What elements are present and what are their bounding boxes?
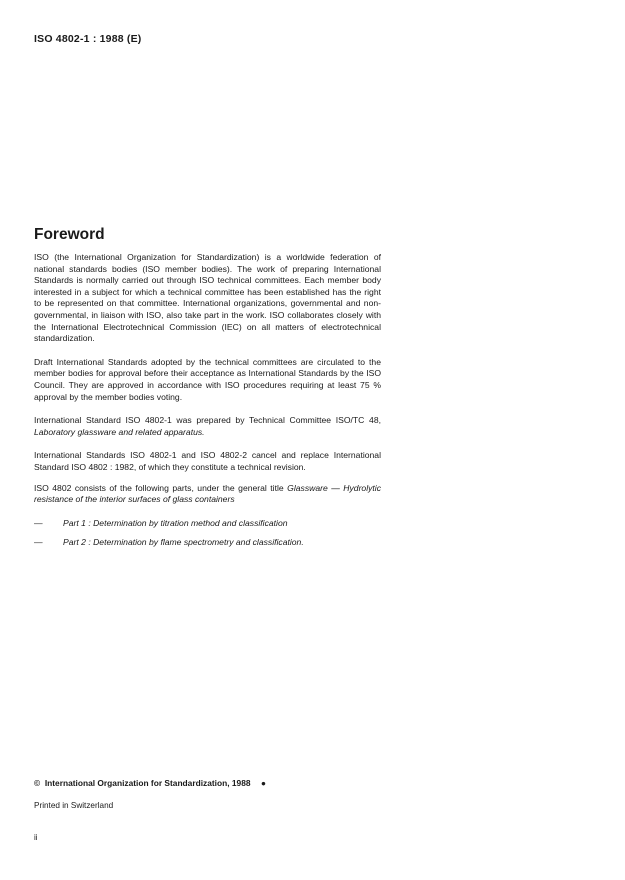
copyright-line <box>34 778 266 788</box>
document-header: ISO 4802-1 : 1988 (E) <box>34 33 142 45</box>
part-title: Part 2 : Determination by flame spectrometry and classification. <box>63 537 304 548</box>
general-title: Glassware — Hydrolytic resistance of the interior surfaces of glass containers <box>34 482 382 505</box>
parts-intro-text: ISO 4802 consists of the following parts, under the general title <box>34 482 284 493</box>
paragraph-parts-intro <box>34 483 381 506</box>
page-number: ii <box>34 833 38 842</box>
dash-marker: — <box>34 517 43 528</box>
printed-in: Printed in Switzerland <box>34 801 114 810</box>
copyright-icon: © <box>34 778 41 788</box>
parts-list <box>34 518 381 549</box>
paragraph-replacement: International Standards ISO 4802-1 and ISO 4802-2 cancel and replace International Standard ISO 4802 : 1982, of which they constitute a technical revision. <box>34 450 381 472</box>
part-title: Part 1 : Determination by titration method and classification <box>63 517 288 528</box>
paragraph-draft-standards: Draft International Standards adopted by the technical committees are circulated to the member bodies for approval before their acceptance as International Standards by the ISO Council. They are approved in accordance with ISO procedures requiring at least 75 % approval by the member bodies voting. <box>34 356 381 402</box>
foreword-body <box>34 252 381 557</box>
bullet-icon: ● <box>260 778 266 788</box>
list-item <box>34 537 381 549</box>
dash-marker: — <box>34 537 43 548</box>
tc-text: International Standard ISO 4802-1 was prepared by Technical Committee ISO/TC 48, <box>34 415 381 426</box>
copyright-text: International Organization for Standardization, 1988 <box>44 778 251 788</box>
paragraph-iso-intro: ISO (the International Organization for Standardization) is a worldwide federation of national standards bodies (ISO member bodies). The work of preparing International Standards is normally carried out through ISO technical committees. Each member body interested in a subject for which a technical committee has been established has the right to be represented on that committee. International organizations, governmental and non-governmental, in liaison with ISO, also take part in the work. ISO collaborates closely with the International Electrotechnical Commission (IEC) on all matters of electrotechnical standardization. <box>34 252 381 344</box>
tc-title: Laboratory glassware and related apparatus. <box>34 426 205 437</box>
list-item <box>34 518 381 530</box>
page-title: Foreword <box>34 226 105 243</box>
paragraph-technical-committee <box>34 415 381 438</box>
